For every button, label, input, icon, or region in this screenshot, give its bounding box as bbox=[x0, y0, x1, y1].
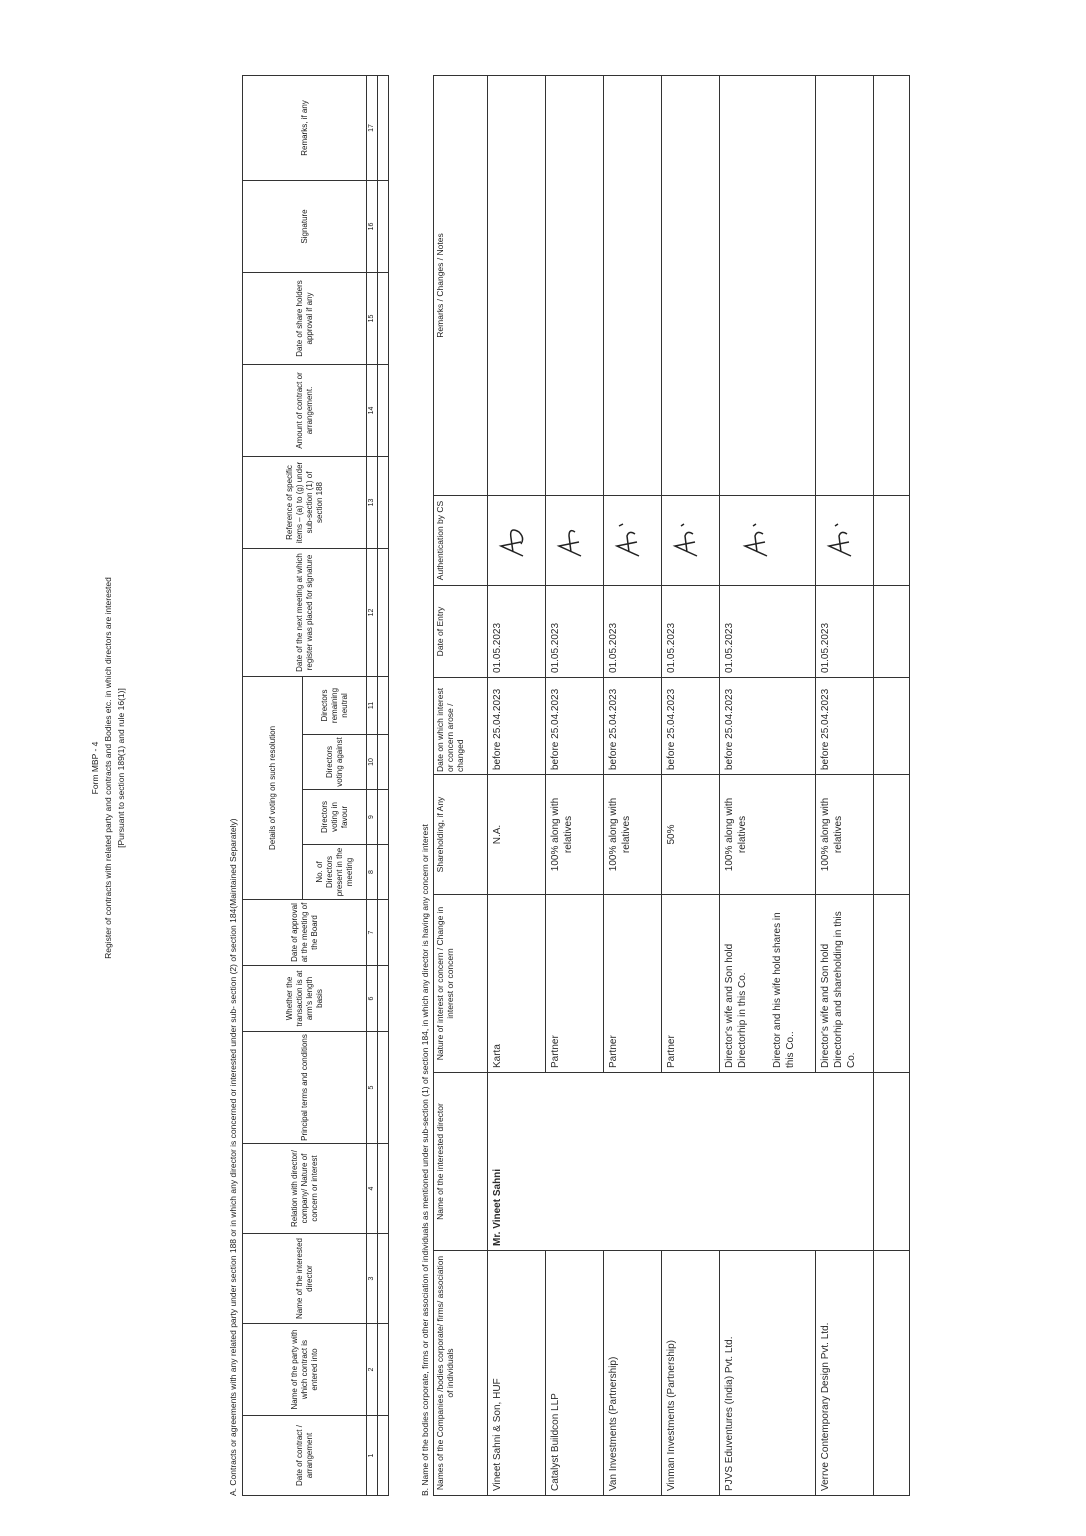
section-a-table bbox=[242, 75, 389, 1496]
header-director-name: Name of the interested director bbox=[434, 1073, 488, 1251]
remarks-cell bbox=[720, 76, 816, 496]
nature-of-interest: Partner bbox=[604, 895, 662, 1073]
column-number: 3 bbox=[367, 1234, 378, 1324]
date-interest-arose: before 25.04.2023 bbox=[604, 678, 662, 775]
header-board-approval-date: Date of approval at the meeting of the Board bbox=[243, 900, 367, 966]
header-shareholding: Shareholding, if Any bbox=[434, 775, 488, 895]
table-row bbox=[546, 76, 604, 1496]
nature-of-interest: Partner bbox=[662, 895, 720, 1073]
shareholding: 100% along with relatives bbox=[546, 775, 604, 895]
header-directors-present: No. of Directors present in the meeting bbox=[303, 845, 367, 900]
section-a-caption: A. Contracts or agreements with any related party under section 188 or in which any director is concerned or interested under sub- section (2) of section 184(Maintained Separately) bbox=[228, 818, 238, 1496]
column-number: 16 bbox=[367, 180, 378, 272]
column-number: 4 bbox=[367, 1144, 378, 1234]
column-number: 8 bbox=[367, 845, 378, 900]
header-amount: Amount of contract or arrangement. bbox=[243, 364, 367, 456]
date-interest-arose: before 25.04.2023 bbox=[546, 678, 604, 775]
column-number: 11 bbox=[367, 676, 378, 734]
section-b-table bbox=[433, 75, 910, 1496]
shareholding: 100% along with relatives bbox=[816, 775, 874, 895]
cs-signature bbox=[720, 496, 816, 586]
remarks-cell bbox=[662, 76, 720, 496]
date-interest-arose: before 25.04.2023 bbox=[720, 678, 816, 775]
column-number: 7 bbox=[367, 900, 378, 966]
header-date-of-contract: Date of contract / arrangement bbox=[243, 1416, 367, 1496]
header-date-interest-arose: Date on which interest or concern arose / changed bbox=[434, 678, 488, 775]
remarks-cell bbox=[488, 76, 546, 496]
nature-of-interest: Karta bbox=[488, 895, 546, 1073]
column-number: 6 bbox=[367, 966, 378, 1032]
cs-signature bbox=[816, 496, 874, 586]
shareholding: 100% along with relatives bbox=[720, 775, 816, 895]
nature-of-interest bbox=[720, 895, 816, 1073]
table-row bbox=[720, 76, 816, 1496]
shareholding: 50% bbox=[662, 775, 720, 895]
cs-signature bbox=[604, 496, 662, 586]
register-title: Register of contracts with related party and contracts and Bodies etc. in which directors are interested bbox=[103, 577, 113, 959]
section-b-caption: B. Name of the bodies corporate, firms or other association of individuals as mentioned under sub-section (1) of section 184, in which any director is having any concern or interest bbox=[420, 824, 430, 1496]
shareholding: 100% along with relatives bbox=[604, 775, 662, 895]
form-title: Form MBP - 4 bbox=[90, 741, 100, 795]
cs-signature bbox=[546, 496, 604, 586]
header-voting-favour: Directors voting in favour bbox=[303, 790, 367, 845]
date-of-entry: 01.05.2023 bbox=[816, 586, 874, 678]
date-of-entry: 01.05.2023 bbox=[662, 586, 720, 678]
remarks-cell bbox=[546, 76, 604, 496]
date-of-entry: 01.05.2023 bbox=[488, 586, 546, 678]
date-interest-arose: before 25.04.2023 bbox=[488, 678, 546, 775]
header-voting-against: Directors voting against bbox=[303, 735, 367, 790]
blank-row bbox=[378, 75, 389, 1495]
header-party-name: Name of the party with which contract is entered into bbox=[243, 1324, 367, 1416]
header-signature: Signature bbox=[243, 180, 367, 272]
header-reference-items: Reference of specific items – (a) to (g) under sub-section (1) of section 188 bbox=[243, 456, 367, 548]
header-next-meeting: Date of the next meeting at which register was placed for signature bbox=[243, 548, 367, 676]
table-row bbox=[662, 76, 720, 1496]
column-number: 9 bbox=[367, 790, 378, 845]
header-authentication: Authentication by CS bbox=[434, 496, 488, 586]
column-number: 14 bbox=[367, 364, 378, 456]
table-row bbox=[816, 76, 874, 1496]
nature-line-1: Director's wife and Son hold Directorhip in this Co. bbox=[724, 943, 748, 1068]
nature-of-interest: Director's wife and Son hold Directorhip and shareholding in this Co. bbox=[816, 895, 874, 1073]
header-shareholder-approval: Date of share holders approval if any bbox=[243, 272, 367, 364]
company-name: Vinman Investments (Partnership) bbox=[662, 1251, 720, 1496]
header-remarks: Remarks, if any bbox=[243, 75, 367, 180]
header-remaining-neutral: Directors remaining neutral bbox=[303, 676, 367, 734]
shareholding: N.A. bbox=[488, 775, 546, 895]
header-remarks-notes: Remarks / Changes / Notes bbox=[434, 76, 488, 496]
column-number: 2 bbox=[367, 1324, 378, 1416]
date-of-entry: 01.05.2023 bbox=[546, 586, 604, 678]
date-of-entry: 01.05.2023 bbox=[720, 586, 816, 678]
header-arms-length: Whether the transaction is at arm's length basis bbox=[243, 966, 367, 1032]
column-number: 13 bbox=[367, 456, 378, 548]
company-name: Catalyst Buildcon LLP bbox=[546, 1251, 604, 1496]
remarks-cell bbox=[604, 76, 662, 496]
header-date-of-entry: Date of Entry bbox=[434, 586, 488, 678]
remarks-cell bbox=[816, 76, 874, 496]
date-interest-arose: before 25.04.2023 bbox=[816, 678, 874, 775]
header-nature-of-interest: Nature of interest or concern / Change in interest or concern bbox=[434, 895, 488, 1073]
rule-reference: [Pursuant to section 189(1) and rule 16(1)] bbox=[116, 688, 126, 848]
table-row bbox=[604, 76, 662, 1496]
cs-signature bbox=[662, 496, 720, 586]
interested-director-name: Mr. Vineet Sahni bbox=[488, 1073, 874, 1251]
table-row bbox=[488, 76, 546, 1496]
column-number: 17 bbox=[367, 75, 378, 180]
nature-line-2: Director and his wife hold shares in this Co.. bbox=[772, 912, 796, 1068]
header-principal-terms: Principal terms and conditions bbox=[243, 1032, 367, 1144]
header-interested-director: Name of the interested director bbox=[243, 1234, 367, 1324]
table-row-empty bbox=[874, 76, 910, 1496]
company-name: Van Investments (Partnership) bbox=[604, 1251, 662, 1496]
company-name: PJVS Eduventures (India) Pvt. Ltd. bbox=[720, 1251, 816, 1496]
header-relation: Relation with director/ company/ Nature of concern or interest bbox=[243, 1144, 367, 1234]
cs-signature bbox=[488, 496, 546, 586]
column-number: 10 bbox=[367, 735, 378, 790]
date-interest-arose: before 25.04.2023 bbox=[662, 678, 720, 775]
header-company-name: Names of the Companies /bodies corporate/ firms/ association of individuals bbox=[434, 1251, 488, 1496]
company-name: Verrve Contemporary Design Pvt. Ltd. bbox=[816, 1251, 874, 1496]
column-number-row bbox=[367, 75, 378, 1495]
column-number: 15 bbox=[367, 272, 378, 364]
company-name: Vineet Sahni & Son, HUF bbox=[488, 1251, 546, 1496]
header-voting-details: Details of voting on such resolution bbox=[243, 676, 303, 899]
column-number: 5 bbox=[367, 1032, 378, 1144]
date-of-entry: 01.05.2023 bbox=[604, 586, 662, 678]
nature-of-interest: Partner bbox=[546, 895, 604, 1073]
column-number: 1 bbox=[367, 1416, 378, 1496]
column-number: 12 bbox=[367, 548, 378, 676]
